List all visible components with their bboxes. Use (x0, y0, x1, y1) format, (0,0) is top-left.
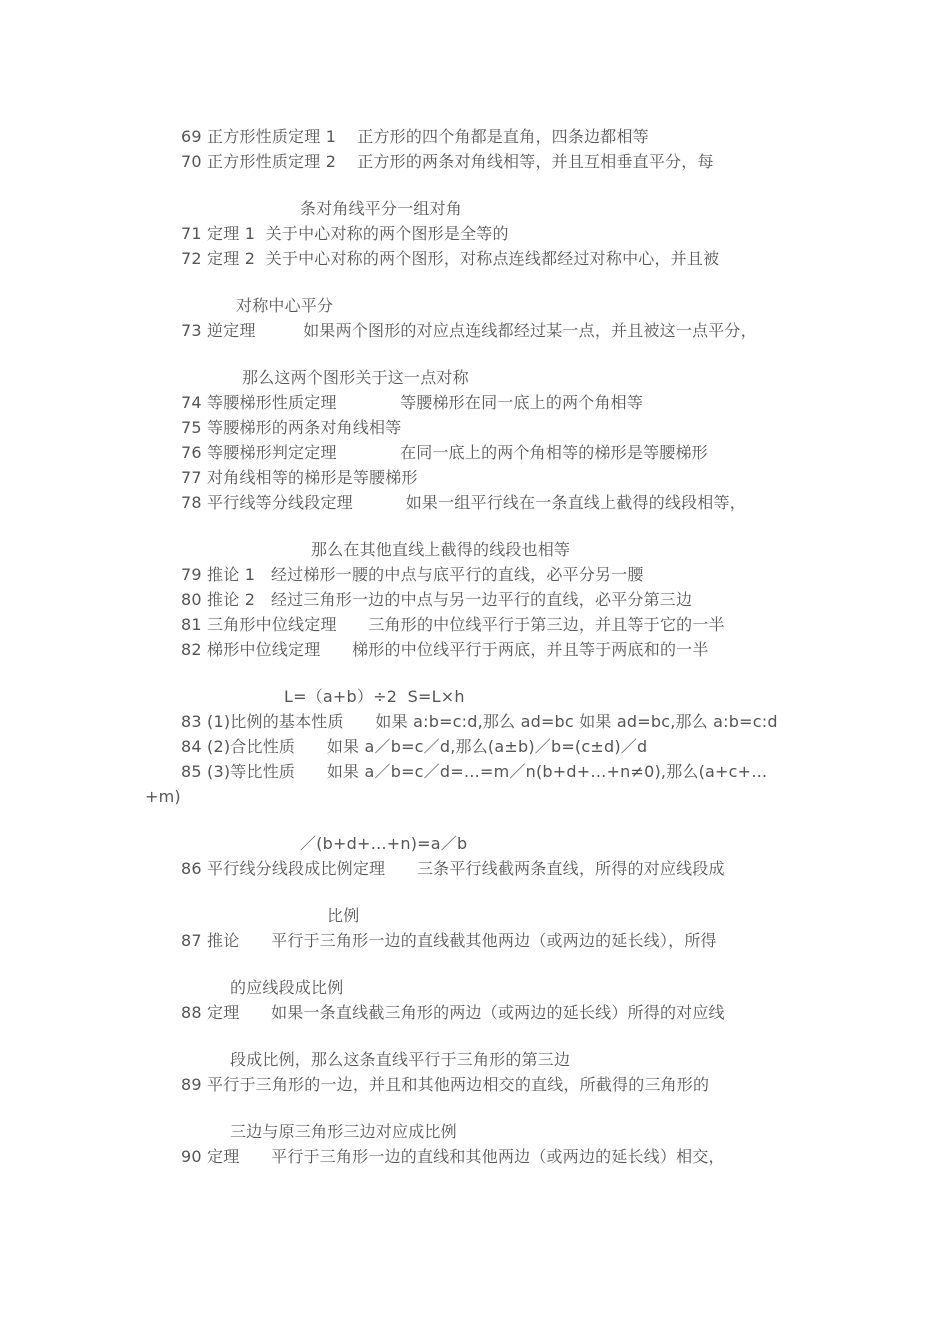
theorem-73-continuation: 那么这两个图形关于这一点对称 (242, 368, 469, 387)
theorem-71-line: 71 定理 1 关于中心对称的两个图形是全等的 (181, 224, 509, 243)
theorem-72-line: 72 定理 2 关于中心对称的两个图形，对称点连线都经过对称中心，并且被 (181, 249, 720, 268)
theorem-84-line: 84 (2)合比性质 如果 a／b=c／d,那么(a±b)／b=(c±d)／d (181, 737, 648, 756)
theorem-77-line: 77 对角线相等的梯形是等腰梯形 (181, 468, 418, 487)
theorem-73-line: 73 逆定理 如果两个图形的对应点连线都经过某一点，并且被这一点平分， (181, 321, 757, 340)
theorem-89-continuation: 三边与原三角形三边对应成比例 (230, 1122, 457, 1141)
theorem-86-line: 86 平行线分线段成比例定理 三条平行线截两条直线，所得的对应线段成 (181, 859, 725, 878)
theorem-85-line: 85 (3)等比性质 如果 a／b=c／d=…=m／n(b+d+…+n≠0),那么(a+c+… (181, 762, 768, 781)
theorem-70-line: 70 正方形性质定理 2 正方形的两条对角线相等，并且互相垂直平分，每 (181, 152, 714, 171)
theorem-76-line: 76 等腰梯形判定定理 在同一底上的两个角相等的梯形是等腰梯形 (181, 443, 708, 462)
theorem-75-line: 75 等腰梯形的两条对角线相等 (181, 418, 402, 437)
theorem-72-continuation: 对称中心平分 (236, 296, 334, 315)
theorem-81-line: 81 三角形中位线定理 三角形的中位线平行于第三边，并且等于它的一半 (181, 615, 725, 634)
theorem-87-continuation: 的应线段成比例 (230, 978, 344, 997)
theorem-70-continuation: 条对角线平分一组对角 (300, 199, 463, 218)
theorem-88-continuation: 段成比例，那么这条直线平行于三角形的第三边 (230, 1050, 571, 1069)
theorem-90-line: 90 定理 平行于三角形一边的直线和其他两边（或两边的延长线）相交， (181, 1147, 725, 1166)
theorem-82-line: 82 梯形中位线定理 梯形的中位线平行于两底，并且等于两底和的一半 (181, 640, 709, 659)
theorem-69-line: 69 正方形性质定理 1 正方形的四个角都是直角，四条边都相等 (181, 127, 649, 146)
theorem-74-line: 74 等腰梯形性质定理 等腰梯形在同一底上的两个角相等 (181, 393, 644, 412)
theorem-85-continuation: ／(b+d+…+n)=a／b (300, 834, 468, 853)
theorem-78-continuation: 那么在其他直线上截得的线段也相等 (311, 540, 571, 559)
theorem-83-line: 83 (1)比例的基本性质 如果 a:b=c:d,那么 ad=bc 如果 ad=bc,那么 a:b=c:d (181, 712, 778, 731)
theorem-87-line: 87 推论 平行于三角形一边的直线截其他两边（或两边的延长线），所得 (181, 931, 717, 950)
theorem-89-line: 89 平行于三角形的一边，并且和其他两边相交的直线，所截得的三角形的 (181, 1075, 710, 1094)
theorem-78-line: 78 平行线等分线段定理 如果一组平行线在一条直线上截得的线段相等， (181, 493, 746, 512)
theorem-86-continuation: 比例 (327, 906, 360, 925)
theorem-85-wrap: +m) (145, 787, 181, 806)
theorem-80-line: 80 推论 2 经过三角形一边的中点与另一边平行的直线，必平分第三边 (181, 590, 693, 609)
theorem-82-formula: L=（a+b）÷2 S=L×h (284, 687, 465, 706)
theorem-88-line: 88 定理 如果一条直线截三角形的两边（或两边的延长线）所得的对应线 (181, 1003, 725, 1022)
theorem-79-line: 79 推论 1 经过梯形一腰的中点与底平行的直线，必平分另一腰 (181, 565, 644, 584)
